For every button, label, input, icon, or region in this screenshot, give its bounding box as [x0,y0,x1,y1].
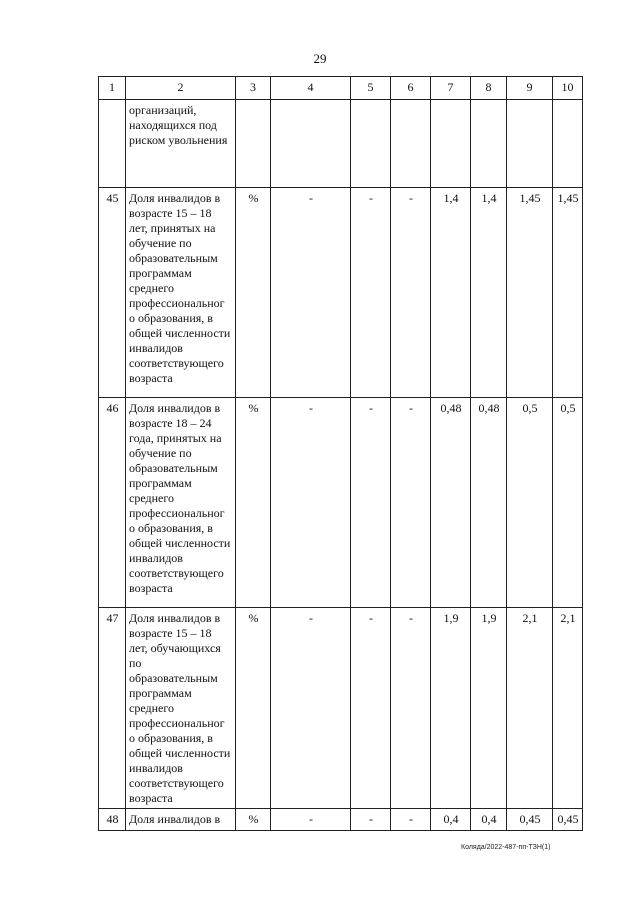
value-cell: - [271,608,351,809]
value-cell: 1,45 [553,188,583,398]
table-row [99,608,583,809]
value-cell [553,100,583,188]
value-cell: 2,1 [553,608,583,809]
value-cell: - [351,188,391,398]
value-cell: - [271,188,351,398]
column-header: 1 [99,77,126,100]
value-cell: - [271,809,351,831]
column-header: 10 [553,77,583,100]
unit-cell: % [236,188,271,398]
column-header: 6 [391,77,431,100]
value-cell: 0,5 [553,398,583,608]
value-cell [271,100,351,188]
value-cell: 2,1 [507,608,553,809]
value-cell [351,100,391,188]
value-cell [507,100,553,188]
value-cell: 0,45 [507,809,553,831]
value-cell: - [351,398,391,608]
value-cell: - [271,398,351,608]
table-row [99,100,583,188]
column-header: 9 [507,77,553,100]
row-number: 48 [99,809,126,831]
value-cell: - [391,809,431,831]
value-cell: 1,9 [471,608,507,809]
indicators-table [98,76,583,831]
table-row [99,809,583,831]
value-cell: 0,45 [553,809,583,831]
document-footer-code: Коляда/2022-487-пп-ТЗН(1) [461,844,551,851]
indicator-name: Доля инвалидов в возрасте 18 – 24 года, принятых на обучение по образовательным программам среднего профессиональног о образования, в общей численности инвалидов соответствующего возраста [126,398,236,608]
value-cell: - [391,188,431,398]
value-cell [431,100,471,188]
unit-cell [236,100,271,188]
unit-cell: % [236,398,271,608]
value-cell: 0,4 [431,809,471,831]
value-cell: 1,45 [507,188,553,398]
indicator-name: Доля инвалидов в возрасте 15 – 18 лет, принятых на обучение по образовательным программам среднего профессиональног о образования, в общей численности инвалидов соответствующего возраста [126,188,236,398]
value-cell: 1,9 [431,608,471,809]
table-header-row [99,77,583,100]
value-cell: 0,4 [471,809,507,831]
table-row [99,188,583,398]
indicator-name: Доля инвалидов в возрасте 15 – 18 лет, обучающихся по образовательным программам среднего профессиональног о образования, в общей численности инвалидов соответствующего возраста [126,608,236,809]
unit-cell: % [236,608,271,809]
value-cell: - [351,608,391,809]
column-header: 2 [126,77,236,100]
value-cell: - [391,608,431,809]
row-number: 47 [99,608,126,809]
row-number: 46 [99,398,126,608]
row-number: 45 [99,188,126,398]
column-header: 7 [431,77,471,100]
indicator-name: организаций, находящихся под риском увольнения [126,100,236,188]
value-cell: 0,48 [471,398,507,608]
value-cell: - [391,398,431,608]
indicator-name: Доля инвалидов в [126,809,236,831]
column-header: 8 [471,77,507,100]
value-cell: 1,4 [431,188,471,398]
page-number: 29 [313,51,327,66]
column-header: 3 [236,77,271,100]
column-header: 5 [351,77,391,100]
table-row [99,398,583,608]
unit-cell: % [236,809,271,831]
value-cell [391,100,431,188]
value-cell: 0,5 [507,398,553,608]
column-header: 4 [271,77,351,100]
value-cell: 0,48 [431,398,471,608]
value-cell: 1,4 [471,188,507,398]
value-cell [471,100,507,188]
value-cell: - [351,809,391,831]
row-number [99,100,126,188]
